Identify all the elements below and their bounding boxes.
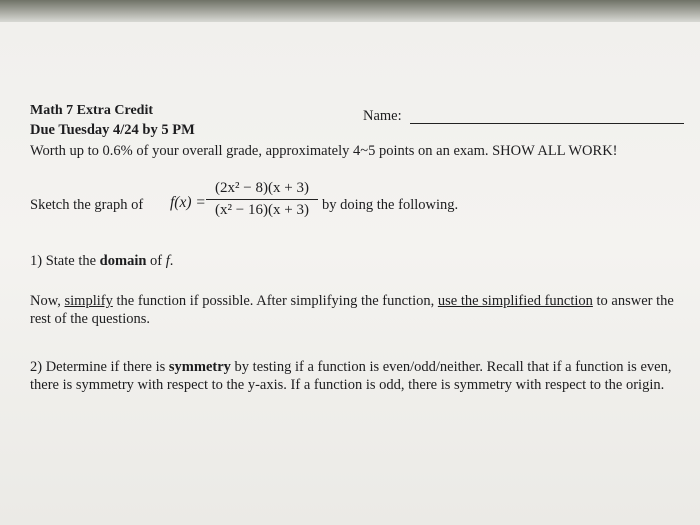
simplify-end: to answer the rest of the questions.: [30, 293, 674, 327]
due-date: Due Tuesday 4/24 by 5 PM: [30, 122, 195, 138]
name-blank-line: [410, 123, 684, 124]
simplify-now: Now,: [30, 293, 61, 309]
q1-function-symbol: f: [165, 253, 170, 269]
name-label: Name:: [363, 108, 402, 124]
sketch-outro: by doing the following.: [322, 197, 459, 213]
simplify-instruction: [30, 292, 690, 328]
simplify-mid: the function if possible. After simplifying the function,: [116, 293, 435, 309]
q2-prefix: 2) Determine if there is: [30, 359, 166, 375]
q1-mid: of: [150, 253, 163, 269]
q1-bold-term: domain: [99, 253, 147, 269]
question-1: [30, 253, 173, 270]
use-simplified-phrase: use the simplified function: [437, 293, 593, 309]
q2-rest: by testing if a function is even/odd/neither. Recall that if a function is even, there is symmetry with respect to the y-axis. If a function is odd, there is symmetry with respect to the origin.: [30, 359, 672, 393]
q1-end: .: [169, 253, 174, 269]
worth-note: Worth up to 0.6% of your overall grade, approximately 4~5 points on an exam. SHOW ALL WORK!: [30, 143, 618, 159]
sketch-intro: Sketch the graph of: [30, 197, 144, 213]
question-2: [30, 358, 690, 394]
document-title: Math 7 Extra Credit: [30, 103, 153, 118]
function-fraction: [206, 180, 318, 219]
paper-sheet: [0, 22, 700, 525]
q2-bold-term: symmetry: [168, 359, 231, 375]
function-name: f(x) =: [170, 194, 206, 211]
simplify-word: simplify: [64, 293, 113, 309]
fraction-numerator: (2x² − 8)(x + 3): [206, 180, 318, 200]
fraction-denominator: (x² − 16)(x + 3): [215, 202, 309, 218]
q1-prefix: 1) State the: [30, 253, 97, 269]
